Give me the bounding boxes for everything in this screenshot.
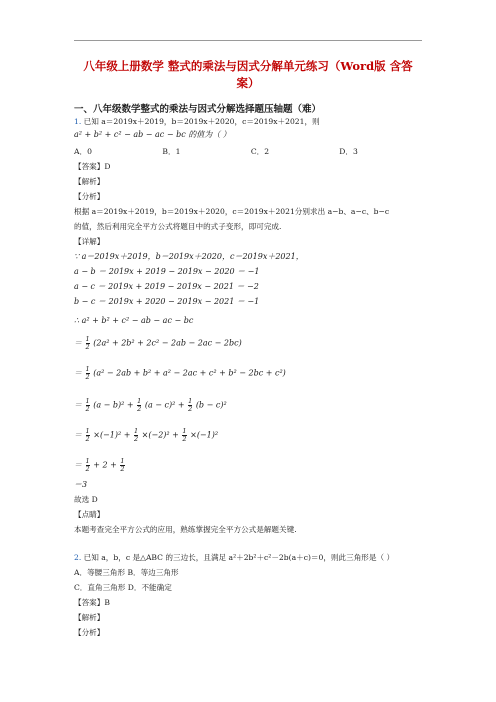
fraction-denominator: 2 <box>85 343 90 351</box>
fraction-numerator: 1 <box>188 397 193 405</box>
q1-option-a: A．0 <box>74 147 92 156</box>
q1-derivation-7 <box>74 366 286 381</box>
q2-options-line-2: C．直角三角形 D．不能确定 <box>74 583 172 592</box>
q1-option-d: D．3 <box>339 147 358 156</box>
q1-fenxi-label: 【分析】 <box>74 192 105 201</box>
q1-derivation-9 <box>74 428 218 443</box>
q2-fenxi-label: 【分析】 <box>74 628 105 637</box>
fraction-denominator: 2 <box>85 435 90 443</box>
q1-derivation-1: ∵ a＝2019x＋2019，b＝2019x＋2020，c＝2019x＋2021， <box>74 252 304 261</box>
derivation-8-term-3: (b − c)² <box>195 400 227 410</box>
q1-fenxi-text-2: 的值，然后利用完全平方公式将题目中的式子变形，即可完成. <box>74 222 282 231</box>
derivation-8-term-1: (a − b)² + <box>93 400 134 410</box>
q1-stem <box>74 117 320 127</box>
q1-dianjing-text: 本题考查完全平方公式的应用，熟练掌握完全平方公式是解题关键. <box>74 525 297 534</box>
q1-result: ＝3 <box>74 480 88 489</box>
fraction-denominator: 2 <box>182 435 187 443</box>
fraction-denominator: 2 <box>85 373 90 381</box>
q1-stem-text: 已知 a＝2019x＋2019，b＝2019x＋2020，c＝2019x＋2021，则 <box>83 117 320 126</box>
derivation-9-term-3: ×(−1)² <box>190 430 219 440</box>
q2-stem <box>74 553 394 563</box>
fraction-numerator: 1 <box>85 427 90 435</box>
fraction-numerator: 1 <box>85 365 90 373</box>
fraction-half <box>86 428 90 443</box>
fraction-denominator: 2 <box>133 435 139 443</box>
q1-derivation-8 <box>74 398 227 413</box>
equals-sign: ＝ <box>74 368 82 378</box>
q1-derivation-5: ∴ a² + b² + c² − ab − ac − bc <box>74 316 194 325</box>
q2-jiexi-label: 【解析】 <box>74 613 105 622</box>
q1-expression: a² + b² + c² − ab − ac − bc 的值为（ ） <box>74 130 231 139</box>
fraction-numerator: 1 <box>133 427 139 435</box>
title-line-2: 案） <box>236 76 260 90</box>
equals-sign: ＝ <box>74 430 82 440</box>
q1-number: 1. <box>74 117 82 126</box>
section-heading: 一、八年级数学整式的乘法与因式分解选择题压轴题（难） <box>74 104 322 115</box>
fraction-half <box>188 398 192 413</box>
fraction-denominator: 2 <box>137 405 142 413</box>
title-line-1: 八年级上册数学 整式的乘法与因式分解单元练习（Word版 含答 <box>83 59 413 73</box>
fraction-denominator: 2 <box>120 465 125 473</box>
fraction-denominator: 2 <box>188 405 193 413</box>
equals-sign: ＝ <box>74 338 82 348</box>
q1-derivation-10 <box>74 458 126 473</box>
fraction-denominator: 2 <box>85 405 90 413</box>
q1-option-b: B．1 <box>162 147 181 156</box>
equals-sign: ＝ <box>74 400 82 410</box>
fraction-numerator: 1 <box>85 397 90 405</box>
header-rule <box>74 40 422 41</box>
document-title <box>60 58 436 92</box>
fraction-numerator: 1 <box>85 457 90 465</box>
fraction-half <box>86 366 90 381</box>
derivation-9-term-1: ×(−1)² + <box>93 430 131 440</box>
q1-jiexi-label: 【解析】 <box>74 177 105 186</box>
q1-xiangjie-label: 【详解】 <box>74 237 105 246</box>
derivation-10-text: + 2 + <box>93 460 117 470</box>
q2-options-line-1: A．等腰三角形 B．等边三角形 <box>74 568 179 577</box>
fraction-denominator: 2 <box>85 465 90 473</box>
q2-stem-text: 已知 a，b，c 是△ABC 的三边长，且满足 a²＋2b²＋c²－2b(a＋c)＝0，则此三角形是（ ） <box>83 553 395 562</box>
q1-option-c: C．2 <box>250 147 270 156</box>
derivation-7-text: (a² − 2ab + b² + a² − 2ac + c² + b² − 2bc + c²) <box>93 368 286 378</box>
fraction-numerator: 1 <box>137 397 142 405</box>
q1-options <box>74 147 358 157</box>
fraction-half <box>120 458 124 473</box>
fraction-numerator: 1 <box>182 427 187 435</box>
q2-number: 2. <box>74 553 82 562</box>
derivation-9-term-2: ×(−2)² + <box>141 430 179 440</box>
fraction-half <box>86 336 90 351</box>
fraction-half <box>182 428 186 443</box>
q1-derivation-2: a − b ＝ 2019x + 2019 − 2019x − 2020 ＝ −1 <box>74 267 260 276</box>
derivation-8-term-2: (a − c)² + <box>144 400 185 410</box>
q1-dianjing-label: 【点睛】 <box>74 510 105 519</box>
q2-answer: 【答案】B <box>74 598 110 607</box>
q1-derivation-3: a − c ＝ 2019x + 2019 − 2019x − 2021 ＝ −2 <box>74 282 259 291</box>
fraction-half <box>86 398 90 413</box>
q1-fenxi-text-1: 根据 a＝2019x＋2019，b＝2019x＋2020，c＝2019x＋2021分别求出 a−b、a−c、b−c <box>74 207 390 216</box>
q1-derivation-6 <box>74 336 242 351</box>
fraction-numerator: 1 <box>120 457 125 465</box>
q1-derivation-4: b − c ＝ 2019x + 2020 − 2019x − 2021 ＝ −1 <box>74 297 260 306</box>
q1-answer: 【答案】D <box>74 162 111 171</box>
fraction-half <box>137 398 141 413</box>
fraction-numerator: 1 <box>85 335 90 343</box>
equals-sign: ＝ <box>74 460 82 470</box>
derivation-6-text: (2a² + 2b² + 2c² − 2ab − 2ac − 2bc) <box>93 338 242 348</box>
q1-choose: 故选 D <box>74 495 98 504</box>
fraction-half <box>134 428 138 443</box>
fraction-half <box>86 458 90 473</box>
